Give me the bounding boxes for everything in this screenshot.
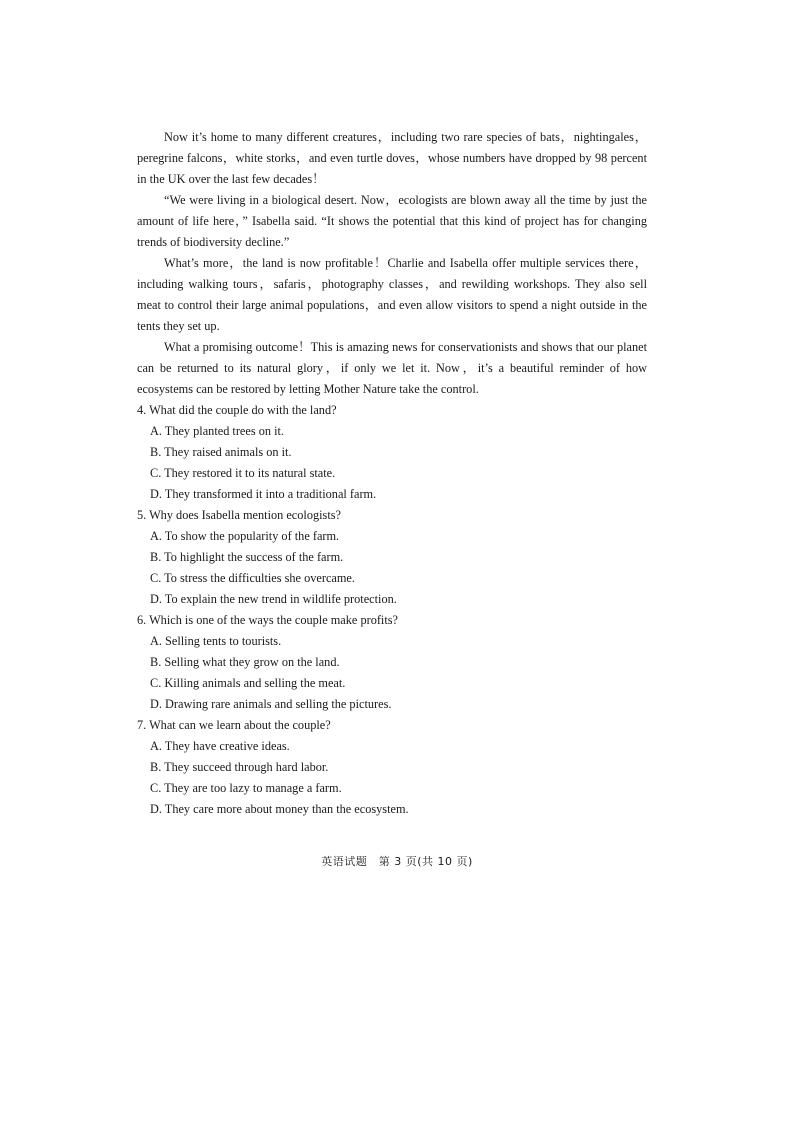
answer-option: A. They planted trees on it. [150,424,284,438]
question-stem: 4. What did the couple do with the land? [137,403,337,417]
question-7 [137,715,647,820]
answer-option: B. They succeed through hard labor. [150,760,329,774]
question-stem: 5. Why does Isabella mention ecologists? [137,508,341,522]
answer-option: B. To highlight the success of the farm. [150,550,344,564]
passage-paragraph: What’s more，the land is now profitable！Charlie and Isabella offer multiple services there，including walking tours，safaris，photography classes，and rewilding workshops. They also sell meat to control their large animal populations，and even allow visitors to spend a night outside in the tents they set up. [137,256,647,333]
question-4 [137,400,647,505]
passage-paragraph: Now it’s home to many different creatures，including two rare species of bats，nightingales，peregrine falcons，white storks，and even turtle doves，whose numbers have dropped by 98 percent in the UK over the last few decades！ [137,130,647,186]
answer-option: A. To show the popularity of the farm. [150,529,340,543]
answer-option: D. They transformed it into a traditional farm. [150,487,377,501]
answer-option: D. To explain the new trend in wildlife protection. [150,592,397,606]
question-list [137,400,647,820]
answer-option: A. They have creative ideas. [150,739,290,753]
answer-option: C. Killing animals and selling the meat. [150,676,346,690]
answer-option: C. They are too lazy to manage a farm. [150,781,342,795]
answer-option: D. They care more about money than the ecosystem. [150,802,409,816]
passage-paragraph: “We were living in a biological desert. Now，ecologists are blown away all the time by just the amount of life here，” Isabella said. “It shows the potential that this kind of project has for changing trends of biodiversity decline.” [137,193,647,249]
question-stem: 7. What can we learn about the couple? [137,718,331,732]
answer-option: D. Drawing rare animals and selling the pictures. [150,697,392,711]
question-stem: 6. Which is one of the ways the couple make profits? [137,613,399,627]
question-6 [137,610,647,715]
answer-option: C. To stress the difficulties she overcame. [150,571,355,585]
answer-option: B. Selling what they grow on the land. [150,655,340,669]
answer-option: B. They raised animals on it. [150,445,292,459]
exam-page [137,127,647,820]
passage-paragraph: What a promising outcome！This is amazing news for conservationists and shows that our planet can be returned to its natural glory，if only we let it. Now，it’s a beautiful reminder of how ecosystems can be restored by letting Mother Nature take the control. [137,340,647,396]
question-5 [137,505,647,610]
reading-passage [137,127,647,400]
answer-option: C. They restored it to its natural state. [150,466,336,480]
answer-option: A. Selling tents to tourists. [150,634,282,648]
page-footer: 英语试题 第 3 页(共 10 页) [321,855,473,868]
